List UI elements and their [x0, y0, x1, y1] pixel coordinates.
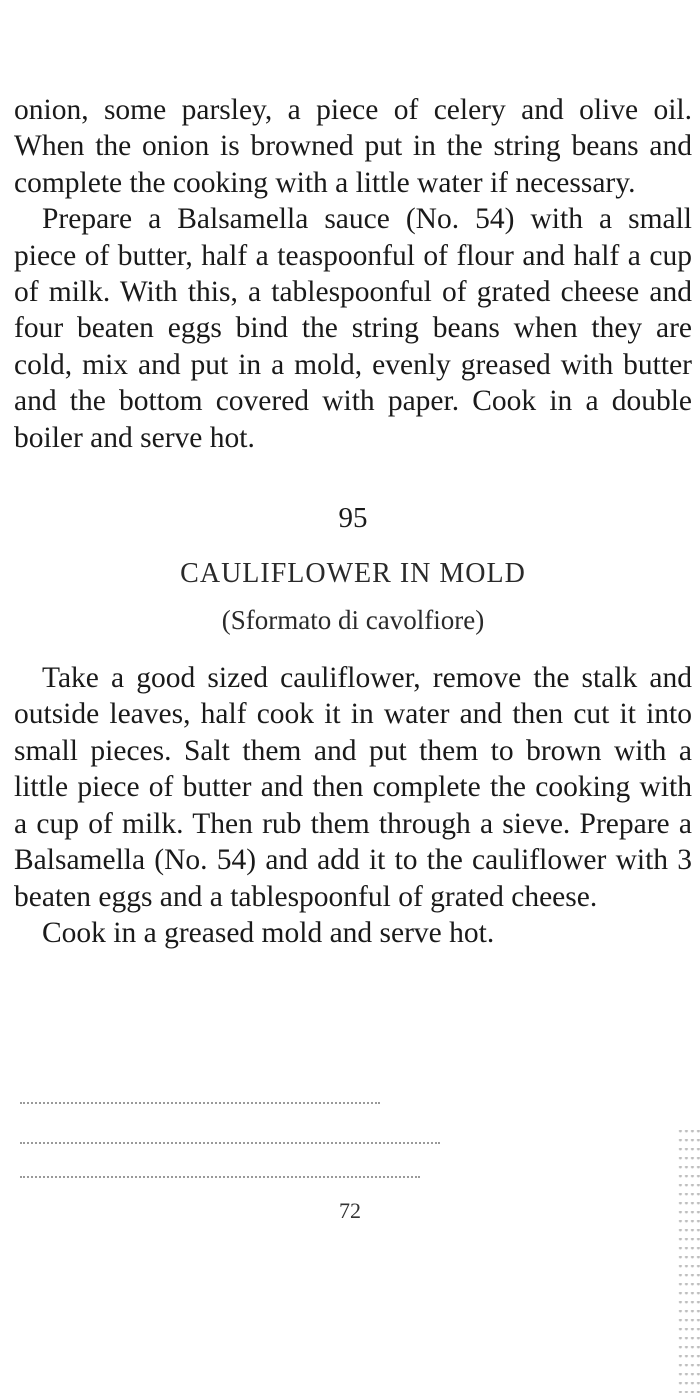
paragraph-continuation: onion, some parsley, a piece of celery and olive oil. When the onion is browned put in the string beans and complete the cooking with a little water if necessary.: [14, 94, 692, 199]
page-number: 72: [339, 1198, 361, 1223]
recipe-final-step: Cook in a greased mold and serve hot.: [42, 916, 495, 949]
recipe-body: Take a good sized cauliflower, remove the stalk and outside leaves, half cook it in water and then cut it into small pieces. Salt them and put them to brown with a little piece of butter and then complete the cooking with a cup of milk. Then rub them through a sieve. Prepare a Balsamella (No. 54) and add it to the cauliflower with 3 beaten eggs and a tablespoonful of grated cheese.: [14, 662, 692, 913]
scan-speckle: [20, 1176, 420, 1178]
recipe-number: 95: [338, 502, 368, 535]
scan-speckle: [20, 1102, 380, 1104]
scan-speckle: [20, 1142, 440, 1144]
paragraph-balsamella-sauce: Prepare a Balsamella sauce (No. 54) with a small piece of butter, half a teaspoonful of flour and half a cup of milk. With this, a tablespoonful of grated cheese and four beaten eggs bind the string beans when they are cold, mix and put in a mold, evenly greased with butter and the bottom covered with paper. Cook in a double boiler and serve hot.: [14, 203, 692, 454]
page-text: [14, 92, 692, 951]
recipe-subtitle: (Sformato di cavolfiore): [221, 605, 485, 636]
scan-edge-noise: [678, 1130, 700, 1393]
recipe-title: CAULIFLOWER IN MOLD: [180, 558, 526, 590]
